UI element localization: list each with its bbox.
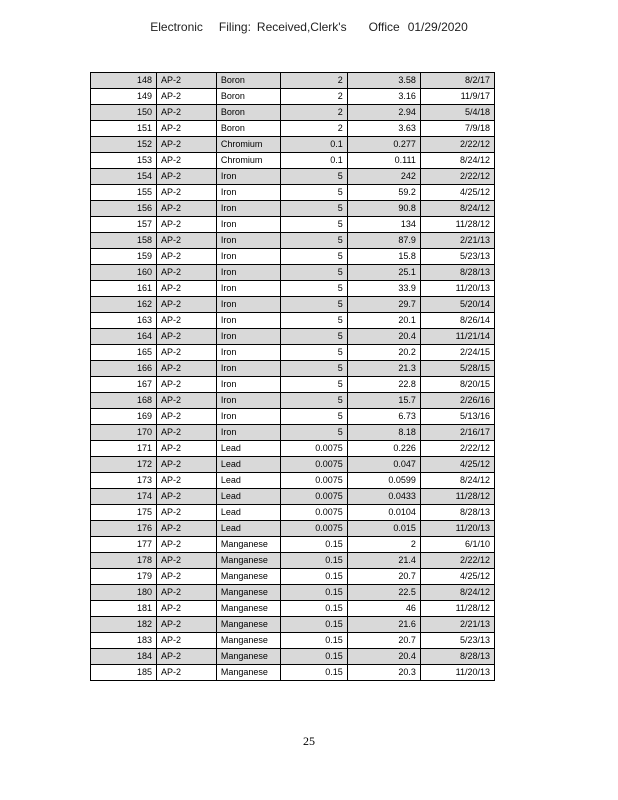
date-cell: 11/20/13 xyxy=(420,281,494,297)
standard-cell: 5 xyxy=(280,249,347,265)
standard-cell: 0.15 xyxy=(280,633,347,649)
analyte-cell: Boron xyxy=(216,105,280,121)
row-number-cell: 156 xyxy=(91,201,157,217)
table-row xyxy=(91,521,495,537)
standard-cell: 0.15 xyxy=(280,553,347,569)
analyte-cell: Manganese xyxy=(216,601,280,617)
analyte-cell: Manganese xyxy=(216,649,280,665)
date-cell: 2/22/12 xyxy=(420,137,494,153)
standard-cell: 0.15 xyxy=(280,665,347,681)
analyte-cell: Iron xyxy=(216,233,280,249)
table-row xyxy=(91,425,495,441)
row-number-cell: 170 xyxy=(91,425,157,441)
result-cell: 21.3 xyxy=(347,361,420,377)
well-id-cell: AP-2 xyxy=(156,601,216,617)
date-cell: 6/1/10 xyxy=(420,537,494,553)
standard-cell: 2 xyxy=(280,73,347,89)
standard-cell: 2 xyxy=(280,121,347,137)
standard-cell: 0.0075 xyxy=(280,457,347,473)
well-id-cell: AP-2 xyxy=(156,281,216,297)
well-id-cell: AP-2 xyxy=(156,505,216,521)
header-electronic: Electronic xyxy=(150,20,203,34)
row-number-cell: 153 xyxy=(91,153,157,169)
result-cell: 3.63 xyxy=(347,121,420,137)
result-cell: 6.73 xyxy=(347,409,420,425)
standard-cell: 5 xyxy=(280,393,347,409)
well-id-cell: AP-2 xyxy=(156,473,216,489)
page-number: 25 xyxy=(303,734,315,748)
well-id-cell: AP-2 xyxy=(156,249,216,265)
well-id-cell: AP-2 xyxy=(156,617,216,633)
standard-cell: 5 xyxy=(280,169,347,185)
table-row xyxy=(91,505,495,521)
date-cell: 2/21/13 xyxy=(420,617,494,633)
date-cell: 8/24/12 xyxy=(420,585,494,601)
table-row xyxy=(91,137,495,153)
header-received: Received,Clerk's xyxy=(256,20,347,34)
analyte-cell: Iron xyxy=(216,345,280,361)
row-number-cell: 180 xyxy=(91,585,157,601)
table-row xyxy=(91,185,495,201)
result-cell: 15.8 xyxy=(347,249,420,265)
row-number-cell: 160 xyxy=(91,265,157,281)
analyte-cell: Lead xyxy=(216,457,280,473)
date-cell: 2/21/13 xyxy=(420,233,494,249)
well-id-cell: AP-2 xyxy=(156,329,216,345)
standard-cell: 5 xyxy=(280,201,347,217)
well-id-cell: AP-2 xyxy=(156,313,216,329)
standard-cell: 5 xyxy=(280,345,347,361)
header-date: 01/29/2020 xyxy=(407,20,468,34)
result-cell: 3.58 xyxy=(347,73,420,89)
well-id-cell: AP-2 xyxy=(156,89,216,105)
table-row xyxy=(91,313,495,329)
row-number-cell: 165 xyxy=(91,345,157,361)
result-cell: 0.277 xyxy=(347,137,420,153)
date-cell: 4/25/12 xyxy=(420,457,494,473)
row-number-cell: 157 xyxy=(91,217,157,233)
standard-cell: 5 xyxy=(280,217,347,233)
well-id-cell: AP-2 xyxy=(156,121,216,137)
analyte-cell: Iron xyxy=(216,169,280,185)
well-id-cell: AP-2 xyxy=(156,665,216,681)
date-cell: 11/20/13 xyxy=(420,665,494,681)
header-filing: Filing: xyxy=(218,20,251,34)
standard-cell: 0.15 xyxy=(280,601,347,617)
date-cell: 11/20/13 xyxy=(420,521,494,537)
analyte-cell: Iron xyxy=(216,409,280,425)
analyte-cell: Lead xyxy=(216,473,280,489)
date-cell: 11/9/17 xyxy=(420,89,494,105)
date-cell: 8/26/14 xyxy=(420,313,494,329)
standard-cell: 5 xyxy=(280,265,347,281)
row-number-cell: 152 xyxy=(91,137,157,153)
row-number-cell: 178 xyxy=(91,553,157,569)
standard-cell: 2 xyxy=(280,105,347,121)
table-row xyxy=(91,457,495,473)
date-cell: 7/9/18 xyxy=(420,121,494,137)
date-cell: 8/24/12 xyxy=(420,153,494,169)
analyte-cell: Boron xyxy=(216,73,280,89)
date-cell: 8/20/15 xyxy=(420,377,494,393)
well-id-cell: AP-2 xyxy=(156,297,216,313)
result-cell: 15.7 xyxy=(347,393,420,409)
well-id-cell: AP-2 xyxy=(156,585,216,601)
date-cell: 8/28/13 xyxy=(420,505,494,521)
well-id-cell: AP-2 xyxy=(156,105,216,121)
analyte-cell: Manganese xyxy=(216,585,280,601)
date-cell: 4/25/12 xyxy=(420,569,494,585)
standard-cell: 0.1 xyxy=(280,153,347,169)
result-cell: 0.111 xyxy=(347,153,420,169)
result-cell: 0.0104 xyxy=(347,505,420,521)
table-row xyxy=(91,249,495,265)
sampling-results-table xyxy=(90,72,495,681)
date-cell: 2/22/12 xyxy=(420,169,494,185)
row-number-cell: 148 xyxy=(91,73,157,89)
standard-cell: 5 xyxy=(280,361,347,377)
table-row xyxy=(91,633,495,649)
table-row xyxy=(91,297,495,313)
row-number-cell: 163 xyxy=(91,313,157,329)
date-cell: 5/13/16 xyxy=(420,409,494,425)
table-row xyxy=(91,121,495,137)
well-id-cell: AP-2 xyxy=(156,185,216,201)
row-number-cell: 176 xyxy=(91,521,157,537)
analyte-cell: Iron xyxy=(216,185,280,201)
table-row xyxy=(91,281,495,297)
row-number-cell: 162 xyxy=(91,297,157,313)
standard-cell: 0.15 xyxy=(280,585,347,601)
table-row xyxy=(91,409,495,425)
date-cell: 11/28/12 xyxy=(420,217,494,233)
standard-cell: 5 xyxy=(280,409,347,425)
filing-stamp-header xyxy=(0,20,618,34)
table-row xyxy=(91,393,495,409)
date-cell: 8/24/12 xyxy=(420,473,494,489)
date-cell: 5/23/13 xyxy=(420,633,494,649)
result-cell: 20.4 xyxy=(347,649,420,665)
standard-cell: 0.15 xyxy=(280,537,347,553)
table-row xyxy=(91,553,495,569)
standard-cell: 5 xyxy=(280,425,347,441)
date-cell: 2/26/16 xyxy=(420,393,494,409)
well-id-cell: AP-2 xyxy=(156,553,216,569)
analyte-cell: Manganese xyxy=(216,537,280,553)
result-cell: 2.94 xyxy=(347,105,420,121)
well-id-cell: AP-2 xyxy=(156,345,216,361)
well-id-cell: AP-2 xyxy=(156,361,216,377)
standard-cell: 5 xyxy=(280,233,347,249)
analyte-cell: Iron xyxy=(216,393,280,409)
well-id-cell: AP-2 xyxy=(156,169,216,185)
analyte-cell: Lead xyxy=(216,521,280,537)
analyte-cell: Lead xyxy=(216,505,280,521)
analyte-cell: Manganese xyxy=(216,665,280,681)
row-number-cell: 167 xyxy=(91,377,157,393)
table-row xyxy=(91,537,495,553)
result-cell: 0.226 xyxy=(347,441,420,457)
analyte-cell: Manganese xyxy=(216,633,280,649)
standard-cell: 0.1 xyxy=(280,137,347,153)
date-cell: 11/28/12 xyxy=(420,601,494,617)
date-cell: 5/20/14 xyxy=(420,297,494,313)
standard-cell: 5 xyxy=(280,313,347,329)
row-number-cell: 171 xyxy=(91,441,157,457)
standard-cell: 0.0075 xyxy=(280,505,347,521)
result-cell: 21.4 xyxy=(347,553,420,569)
well-id-cell: AP-2 xyxy=(156,649,216,665)
result-cell: 0.015 xyxy=(347,521,420,537)
well-id-cell: AP-2 xyxy=(156,633,216,649)
row-number-cell: 177 xyxy=(91,537,157,553)
row-number-cell: 154 xyxy=(91,169,157,185)
table-row xyxy=(91,665,495,681)
date-cell: 5/4/18 xyxy=(420,105,494,121)
result-cell: 25.1 xyxy=(347,265,420,281)
result-cell: 87.9 xyxy=(347,233,420,249)
date-cell: 8/28/13 xyxy=(420,265,494,281)
well-id-cell: AP-2 xyxy=(156,521,216,537)
row-number-cell: 168 xyxy=(91,393,157,409)
analyte-cell: Iron xyxy=(216,297,280,313)
table-row xyxy=(91,473,495,489)
table-row xyxy=(91,153,495,169)
result-cell: 0.0433 xyxy=(347,489,420,505)
row-number-cell: 149 xyxy=(91,89,157,105)
result-cell: 29.7 xyxy=(347,297,420,313)
result-cell: 3.16 xyxy=(347,89,420,105)
result-cell: 22.5 xyxy=(347,585,420,601)
standard-cell: 5 xyxy=(280,329,347,345)
well-id-cell: AP-2 xyxy=(156,393,216,409)
well-id-cell: AP-2 xyxy=(156,153,216,169)
result-cell: 0.0599 xyxy=(347,473,420,489)
result-cell: 20.4 xyxy=(347,329,420,345)
row-number-cell: 164 xyxy=(91,329,157,345)
date-cell: 2/22/12 xyxy=(420,553,494,569)
row-number-cell: 166 xyxy=(91,361,157,377)
date-cell: 11/28/12 xyxy=(420,489,494,505)
date-cell: 2/22/12 xyxy=(420,441,494,457)
row-number-cell: 155 xyxy=(91,185,157,201)
well-id-cell: AP-2 xyxy=(156,201,216,217)
table-row xyxy=(91,201,495,217)
row-number-cell: 151 xyxy=(91,121,157,137)
row-number-cell: 182 xyxy=(91,617,157,633)
standard-cell: 0.15 xyxy=(280,569,347,585)
date-cell: 11/21/14 xyxy=(420,329,494,345)
well-id-cell: AP-2 xyxy=(156,265,216,281)
result-cell: 242 xyxy=(347,169,420,185)
row-number-cell: 183 xyxy=(91,633,157,649)
date-cell: 4/25/12 xyxy=(420,185,494,201)
well-id-cell: AP-2 xyxy=(156,425,216,441)
analyte-cell: Iron xyxy=(216,377,280,393)
row-number-cell: 150 xyxy=(91,105,157,121)
row-number-cell: 159 xyxy=(91,249,157,265)
analyte-cell: Iron xyxy=(216,361,280,377)
table-row xyxy=(91,329,495,345)
analyte-cell: Chromium xyxy=(216,153,280,169)
table-row xyxy=(91,617,495,633)
row-number-cell: 161 xyxy=(91,281,157,297)
result-cell: 8.18 xyxy=(347,425,420,441)
well-id-cell: AP-2 xyxy=(156,457,216,473)
table-row xyxy=(91,601,495,617)
standard-cell: 0.15 xyxy=(280,617,347,633)
row-number-cell: 175 xyxy=(91,505,157,521)
table-row xyxy=(91,105,495,121)
result-cell: 22.8 xyxy=(347,377,420,393)
table-row xyxy=(91,361,495,377)
standard-cell: 5 xyxy=(280,185,347,201)
result-cell: 20.2 xyxy=(347,345,420,361)
table-row xyxy=(91,345,495,361)
standard-cell: 5 xyxy=(280,297,347,313)
table-row xyxy=(91,585,495,601)
header-office: Office xyxy=(368,20,400,34)
analyte-cell: Iron xyxy=(216,265,280,281)
analyte-cell: Lead xyxy=(216,489,280,505)
analyte-cell: Boron xyxy=(216,89,280,105)
table-row xyxy=(91,441,495,457)
date-cell: 8/2/17 xyxy=(420,73,494,89)
well-id-cell: AP-2 xyxy=(156,73,216,89)
result-cell: 33.9 xyxy=(347,281,420,297)
standard-cell: 0.15 xyxy=(280,649,347,665)
well-id-cell: AP-2 xyxy=(156,409,216,425)
result-cell: 46 xyxy=(347,601,420,617)
result-cell: 134 xyxy=(347,217,420,233)
table-row xyxy=(91,89,495,105)
result-cell: 90.8 xyxy=(347,201,420,217)
row-number-cell: 169 xyxy=(91,409,157,425)
standard-cell: 0.0075 xyxy=(280,473,347,489)
analyte-cell: Iron xyxy=(216,281,280,297)
result-cell: 59.2 xyxy=(347,185,420,201)
standard-cell: 2 xyxy=(280,89,347,105)
analyte-cell: Boron xyxy=(216,121,280,137)
standard-cell: 5 xyxy=(280,281,347,297)
analyte-cell: Iron xyxy=(216,249,280,265)
analyte-cell: Manganese xyxy=(216,617,280,633)
analyte-cell: Manganese xyxy=(216,553,280,569)
analyte-cell: Lead xyxy=(216,441,280,457)
row-number-cell: 181 xyxy=(91,601,157,617)
result-cell: 20.7 xyxy=(347,569,420,585)
result-cell: 21.6 xyxy=(347,617,420,633)
row-number-cell: 179 xyxy=(91,569,157,585)
table-row xyxy=(91,489,495,505)
well-id-cell: AP-2 xyxy=(156,377,216,393)
analyte-cell: Iron xyxy=(216,329,280,345)
table-row xyxy=(91,169,495,185)
analyte-cell: Iron xyxy=(216,201,280,217)
analyte-cell: Iron xyxy=(216,217,280,233)
standard-cell: 0.0075 xyxy=(280,521,347,537)
analyte-cell: Iron xyxy=(216,425,280,441)
result-cell: 2 xyxy=(347,537,420,553)
date-cell: 5/28/15 xyxy=(420,361,494,377)
analyte-cell: Manganese xyxy=(216,569,280,585)
well-id-cell: AP-2 xyxy=(156,489,216,505)
table-row xyxy=(91,217,495,233)
row-number-cell: 158 xyxy=(91,233,157,249)
well-id-cell: AP-2 xyxy=(156,569,216,585)
row-number-cell: 172 xyxy=(91,457,157,473)
table-row xyxy=(91,233,495,249)
row-number-cell: 185 xyxy=(91,665,157,681)
date-cell: 5/23/13 xyxy=(420,249,494,265)
standard-cell: 5 xyxy=(280,377,347,393)
standard-cell: 0.0075 xyxy=(280,441,347,457)
row-number-cell: 173 xyxy=(91,473,157,489)
result-cell: 0.047 xyxy=(347,457,420,473)
date-cell: 2/24/15 xyxy=(420,345,494,361)
result-cell: 20.1 xyxy=(347,313,420,329)
well-id-cell: AP-2 xyxy=(156,233,216,249)
analyte-cell: Iron xyxy=(216,313,280,329)
date-cell: 2/16/17 xyxy=(420,425,494,441)
table-row xyxy=(91,377,495,393)
well-id-cell: AP-2 xyxy=(156,217,216,233)
table-row xyxy=(91,265,495,281)
well-id-cell: AP-2 xyxy=(156,441,216,457)
well-id-cell: AP-2 xyxy=(156,137,216,153)
date-cell: 8/28/13 xyxy=(420,649,494,665)
table-row xyxy=(91,73,495,89)
table-row xyxy=(91,569,495,585)
row-number-cell: 174 xyxy=(91,489,157,505)
result-cell: 20.7 xyxy=(347,633,420,649)
analyte-cell: Chromium xyxy=(216,137,280,153)
result-cell: 20.3 xyxy=(347,665,420,681)
date-cell: 8/24/12 xyxy=(420,201,494,217)
standard-cell: 0.0075 xyxy=(280,489,347,505)
row-number-cell: 184 xyxy=(91,649,157,665)
table-row xyxy=(91,649,495,665)
well-id-cell: AP-2 xyxy=(156,537,216,553)
